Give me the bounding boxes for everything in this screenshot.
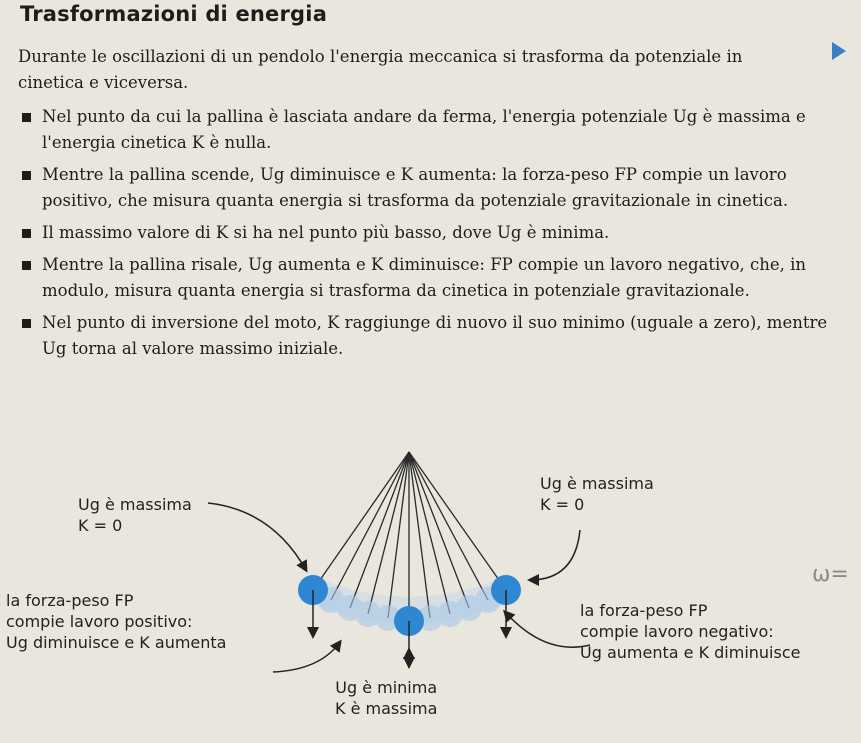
handwritten-scribble: ω= xyxy=(812,562,849,587)
label-left-top: Ug è massima K = 0 xyxy=(78,495,192,535)
callout-line-left-mid xyxy=(273,642,340,672)
bullet-item: Nel punto da cui la pallina è lasciata andare da ferma, l'energia potenziale Ug è massima e l'energia cinetica K è nulla. xyxy=(18,104,830,156)
label-right-mid: la forza-peso FP compie lavoro negativo: Ug aumenta e K diminuisce xyxy=(580,601,801,662)
callout-line-right-mid xyxy=(505,612,590,647)
bullet-item: Mentre la pallina risale, Ug aumenta e K diminuisce: FP compie un lavoro negativo, che, in modulo, misura quanta energia si trasforma da cinetica in potenziale gravitazionale. xyxy=(18,252,830,304)
bullet-item: Nel punto di inversione del moto, K raggiunge di nuovo il suo minimo (uguale a zero), mentre Ug torna al valore massimo iniziale. xyxy=(18,310,830,362)
intro-paragraph: Durante le oscillazioni di un pendolo l'energia meccanica si trasforma da potenziale in cinetica e viceversa. xyxy=(18,47,743,92)
pendulum-string xyxy=(350,452,409,608)
pendulum-string xyxy=(409,452,469,608)
pendulum-string xyxy=(331,452,409,600)
label-right-top: Ug è massima K = 0 xyxy=(540,474,654,514)
bullet-item: Il massimo valore di K si ha nel punto più basso, dove Ug è minima. xyxy=(18,220,830,246)
pendulum-string xyxy=(409,452,450,614)
label-bottom: Ug è minima K è massima xyxy=(335,678,438,718)
pendulum-string xyxy=(409,452,488,600)
pendulum-string xyxy=(368,452,409,614)
callout-line-right-top xyxy=(530,530,580,580)
page-title: Trasformazioni di energia xyxy=(20,2,328,26)
label-left-mid: la forza-peso FP compie lavoro positivo: Ug diminuisce e K aumenta xyxy=(6,591,227,652)
callout-line-left-top xyxy=(208,503,306,570)
bullet-item: Mentre la pallina scende, Ug diminuisce e K aumenta: la forza-peso FP compie un lavoro positivo, che misura quanta energia si trasforma da potenziale gravitazionale in cinetica. xyxy=(18,162,830,214)
